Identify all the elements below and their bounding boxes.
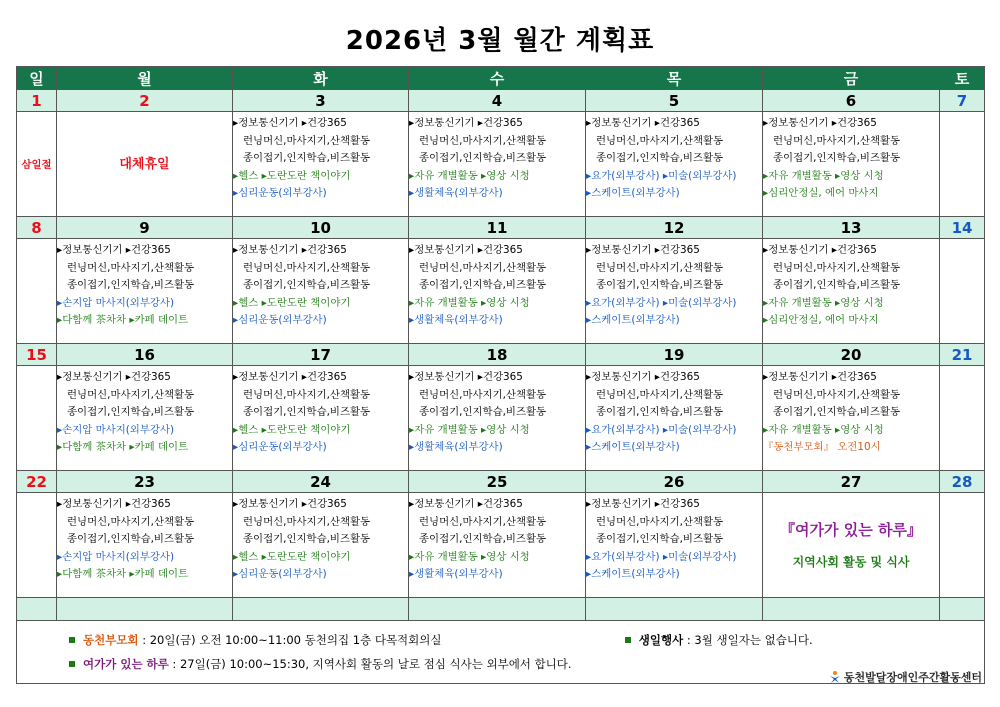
note-text: : 27일(금) 10:00~15:30, 지역사회 활동의 날로 점심 식사는 외부에서 합니다. bbox=[168, 657, 572, 671]
content-row-week3 bbox=[17, 366, 985, 471]
empty-cell bbox=[409, 598, 586, 621]
empty-cell bbox=[586, 598, 763, 621]
schedule-line: 런닝머신,마사지기,산책활동 bbox=[419, 515, 547, 528]
schedule-line: ▸스케이트(외부강사) bbox=[586, 441, 680, 454]
schedule-line: 종이접기,인지학습,비즈활동 bbox=[243, 279, 371, 292]
schedule-line: ▸정보통신기기 ▸건강365 bbox=[409, 498, 523, 510]
schedule-line: 종이접기,인지학습,비즈활동 bbox=[596, 533, 724, 546]
schedule-cell bbox=[233, 366, 409, 471]
note-line bbox=[69, 628, 984, 652]
schedule-cell bbox=[409, 239, 586, 344]
schedule-cell bbox=[57, 493, 233, 598]
weekday-mon: 월 bbox=[57, 67, 233, 90]
schedule-line: 런닝머신,마사지기,산책활동 bbox=[596, 261, 724, 274]
note-text: : 3월 생일자는 없습니다. bbox=[683, 633, 813, 647]
schedule-line: ▸심리안정실, 에어 마사지 bbox=[763, 187, 879, 200]
schedule-line: ▸정보통신기기 ▸건강365 bbox=[233, 244, 347, 256]
date-cell: 3 bbox=[233, 90, 409, 112]
schedule-line: ▸심리운동(외부강사) bbox=[233, 314, 327, 327]
schedule-line: 종이접기,인지학습,비즈활동 bbox=[67, 406, 195, 419]
schedule-line: 종이접기,인지학습,비즈활동 bbox=[243, 533, 371, 546]
schedule-line: ▸다함께 茶차차 ▸카페 데이트 bbox=[57, 568, 189, 581]
schedule-line: 런닝머신,마사지기,산책활동 bbox=[243, 134, 371, 147]
date-cell: 18 bbox=[409, 344, 586, 366]
date-cell: 20 bbox=[763, 344, 940, 366]
schedule-line: 종이접기,인지학습,비즈활동 bbox=[419, 279, 547, 292]
schedule-line: 종이접기,인지학습,비즈활동 bbox=[596, 406, 724, 419]
date-cell: 13 bbox=[763, 217, 940, 239]
empty-row bbox=[17, 598, 985, 621]
schedule-line: 런닝머신,마사지기,산책활동 bbox=[596, 134, 724, 147]
schedule-line: ▸스케이트(외부강사) bbox=[586, 568, 680, 581]
schedule-line: ▸정보통신기기 ▸건강365 bbox=[763, 371, 877, 383]
schedule-line: ▸정보통신기기 ▸건강365 bbox=[57, 498, 171, 510]
schedule-cell bbox=[57, 239, 233, 344]
note-label: 여가가 있는 하루 bbox=[83, 657, 169, 671]
date-cell: 23 bbox=[57, 471, 233, 493]
holiday-label: 대체휴일 bbox=[119, 157, 170, 173]
schedule-line: ▸요가(외부강사) ▸미술(외부강사) bbox=[586, 169, 737, 182]
schedule-line: ▸자유 개별활동 ▸영상 시청 bbox=[409, 423, 530, 436]
special-event-title: 『여가가 있는 하루』 bbox=[780, 520, 922, 539]
schedule-line: ▸정보통신기기 ▸건강365 bbox=[409, 371, 523, 383]
note-text: : 20일(금) 오전 10:00~11:00 동천의집 1층 다목적회의실 bbox=[138, 633, 442, 647]
note-label: 생일행사 bbox=[638, 633, 684, 647]
schedule-cell bbox=[763, 239, 940, 344]
weekday-thu: 목 bbox=[586, 67, 763, 90]
weekday-fri: 금 bbox=[763, 67, 940, 90]
date-cell: 17 bbox=[233, 344, 409, 366]
schedule-line: ▸손지압 마사지(외부강사) bbox=[57, 296, 174, 309]
schedule-line: ▸심리운동(외부강사) bbox=[233, 187, 327, 200]
schedule-line: ▸정보통신기기 ▸건강365 bbox=[233, 117, 347, 129]
schedule-line: 『동천부모회』 오전10시 bbox=[763, 441, 881, 454]
schedule-line: 종이접기,인지학습,비즈활동 bbox=[243, 406, 371, 419]
date-cell: 27 bbox=[763, 471, 940, 493]
date-cell: 5 bbox=[586, 90, 763, 112]
schedule-line: ▸생활체육(외부강사) bbox=[409, 441, 503, 454]
org-name: 동천발달장애인주간활동센터 bbox=[843, 671, 982, 684]
schedule-line: 종이접기,인지학습,비즈활동 bbox=[419, 533, 547, 546]
schedule-line: ▸생활체육(외부강사) bbox=[409, 187, 503, 200]
schedule-cell bbox=[586, 112, 763, 217]
saturday-cell bbox=[940, 366, 985, 471]
schedule-line: ▸자유 개별활동 ▸영상 시청 bbox=[763, 423, 884, 436]
date-cell: 10 bbox=[233, 217, 409, 239]
schedule-line: ▸정보통신기기 ▸건강365 bbox=[586, 244, 700, 256]
saturday-cell bbox=[940, 239, 985, 344]
schedule-line: ▸생활체육(외부강사) bbox=[409, 314, 503, 327]
bullet-square-icon bbox=[69, 661, 75, 667]
schedule-line: ▸요가(외부강사) ▸미술(외부강사) bbox=[586, 296, 737, 309]
schedule-line: ▸자유 개별활동 ▸영상 시청 bbox=[409, 296, 530, 309]
schedule-line: 런닝머신,마사지기,산책활동 bbox=[773, 261, 901, 274]
schedule-line: ▸정보통신기기 ▸건강365 bbox=[57, 244, 171, 256]
schedule-line: ▸심리안정실, 에어 마사지 bbox=[763, 314, 879, 327]
date-cell: 11 bbox=[409, 217, 586, 239]
date-cell: 15 bbox=[17, 344, 57, 366]
schedule-line: ▸정보통신기기 ▸건강365 bbox=[586, 498, 700, 510]
date-row-week3 bbox=[17, 344, 985, 366]
sunday-cell bbox=[17, 493, 57, 598]
sunday-cell bbox=[17, 366, 57, 471]
date-cell: 22 bbox=[17, 471, 57, 493]
schedule-line: 종이접기,인지학습,비즈활동 bbox=[773, 279, 901, 292]
date-cell: 7 bbox=[940, 90, 985, 112]
empty-cell bbox=[940, 598, 985, 621]
schedule-line: ▸스케이트(외부강사) bbox=[586, 187, 680, 200]
saturday-cell bbox=[940, 112, 985, 217]
date-cell: 6 bbox=[763, 90, 940, 112]
schedule-line: ▸정보통신기기 ▸건강365 bbox=[233, 371, 347, 383]
schedule-line: ▸정보통신기기 ▸건강365 bbox=[409, 117, 523, 129]
weekday-sat: 토 bbox=[940, 67, 985, 90]
schedule-line: 종이접기,인지학습,비즈활동 bbox=[419, 406, 547, 419]
special-event-cell bbox=[763, 493, 940, 598]
schedule-line: ▸헬스 ▸도란도란 책이야기 bbox=[233, 169, 351, 182]
schedule-line: 런닝머신,마사지기,산책활동 bbox=[67, 261, 195, 274]
schedule-line: 런닝머신,마사지기,산책활동 bbox=[243, 388, 371, 401]
schedule-cell bbox=[409, 112, 586, 217]
schedule-line: 런닝머신,마사지기,산책활동 bbox=[419, 261, 547, 274]
schedule-line: 종이접기,인지학습,비즈활동 bbox=[773, 152, 901, 165]
schedule-line: 종이접기,인지학습,비즈활동 bbox=[773, 406, 901, 419]
schedule-line: ▸다함께 茶차차 ▸카페 데이트 bbox=[57, 441, 189, 454]
special-event-subtitle: 지역사회 활동 및 식사 bbox=[792, 554, 910, 569]
date-cell: 28 bbox=[940, 471, 985, 493]
schedule-line: ▸헬스 ▸도란도란 책이야기 bbox=[233, 296, 351, 309]
schedule-line: 종이접기,인지학습,비즈활동 bbox=[596, 152, 724, 165]
calendar-table bbox=[16, 66, 985, 684]
empty-cell bbox=[17, 598, 57, 621]
holiday-label: 삼일절 bbox=[21, 158, 52, 171]
schedule-cell bbox=[233, 239, 409, 344]
date-cell: 25 bbox=[409, 471, 586, 493]
schedule-line: 런닝머신,마사지기,산책활동 bbox=[596, 515, 724, 528]
date-cell: 21 bbox=[940, 344, 985, 366]
bullet-square-icon bbox=[625, 637, 631, 643]
weekday-wed: 수 bbox=[409, 67, 586, 90]
schedule-line: ▸요가(외부강사) ▸미술(외부강사) bbox=[586, 423, 737, 436]
schedule-line: 런닝머신,마사지기,산책활동 bbox=[243, 515, 371, 528]
schedule-line: ▸생활체육(외부강사) bbox=[409, 568, 503, 581]
monday-cell bbox=[57, 112, 233, 217]
weekday-tue: 화 bbox=[233, 67, 409, 90]
schedule-line: ▸심리운동(외부강사) bbox=[233, 568, 327, 581]
schedule-line: 런닝머신,마사지기,산책활동 bbox=[773, 134, 901, 147]
schedule-line: 종이접기,인지학습,비즈활동 bbox=[243, 152, 371, 165]
schedule-line: 종이접기,인지학습,비즈활동 bbox=[419, 152, 547, 165]
bullet-square-icon bbox=[69, 637, 75, 643]
content-row-week1 bbox=[17, 112, 985, 217]
date-row-week2 bbox=[17, 217, 985, 239]
date-cell: 4 bbox=[409, 90, 586, 112]
date-cell: 2 bbox=[57, 90, 233, 112]
schedule-line: ▸심리운동(외부강사) bbox=[233, 441, 327, 454]
schedule-line: ▸요가(외부강사) ▸미술(외부강사) bbox=[586, 550, 737, 563]
schedule-line: ▸자유 개별활동 ▸영상 시청 bbox=[763, 296, 884, 309]
date-cell: 16 bbox=[57, 344, 233, 366]
date-cell: 26 bbox=[586, 471, 763, 493]
weekday-sun: 일 bbox=[17, 67, 57, 90]
schedule-line: ▸정보통신기기 ▸건강365 bbox=[586, 371, 700, 383]
schedule-line: 런닝머신,마사지기,산책활동 bbox=[67, 515, 195, 528]
schedule-cell bbox=[57, 366, 233, 471]
weekday-header-row bbox=[17, 67, 985, 90]
schedule-cell bbox=[233, 112, 409, 217]
date-cell: 8 bbox=[17, 217, 57, 239]
schedule-cell bbox=[586, 493, 763, 598]
schedule-cell bbox=[409, 366, 586, 471]
schedule-line: ▸정보통신기기 ▸건강365 bbox=[233, 498, 347, 510]
schedule-line: 런닝머신,마사지기,산책활동 bbox=[596, 388, 724, 401]
sunday-cell bbox=[17, 112, 57, 217]
schedule-cell bbox=[409, 493, 586, 598]
schedule-line: 종이접기,인지학습,비즈활동 bbox=[67, 279, 195, 292]
schedule-line: ▸손지압 마사지(외부강사) bbox=[57, 423, 174, 436]
schedule-line: ▸정보통신기기 ▸건강365 bbox=[763, 117, 877, 129]
schedule-line: ▸헬스 ▸도란도란 책이야기 bbox=[233, 423, 351, 436]
schedule-line: 종이접기,인지학습,비즈활동 bbox=[67, 533, 195, 546]
sunday-cell bbox=[17, 239, 57, 344]
date-cell: 9 bbox=[57, 217, 233, 239]
date-cell: 1 bbox=[17, 90, 57, 112]
date-cell: 24 bbox=[233, 471, 409, 493]
empty-cell bbox=[57, 598, 233, 621]
schedule-line: ▸스케이트(외부강사) bbox=[586, 314, 680, 327]
content-row-week4 bbox=[17, 493, 985, 598]
schedule-cell bbox=[763, 112, 940, 217]
schedule-cell bbox=[586, 366, 763, 471]
schedule-line: ▸자유 개별활동 ▸영상 시청 bbox=[763, 169, 884, 182]
schedule-cell bbox=[763, 366, 940, 471]
date-cell: 14 bbox=[940, 217, 985, 239]
schedule-cell bbox=[233, 493, 409, 598]
schedule-line: ▸헬스 ▸도란도란 책이야기 bbox=[233, 550, 351, 563]
schedule-cell bbox=[586, 239, 763, 344]
date-row-week1 bbox=[17, 90, 985, 112]
org-footer bbox=[828, 669, 982, 687]
saturday-cell bbox=[940, 493, 985, 598]
schedule-line: ▸자유 개별활동 ▸영상 시청 bbox=[409, 169, 530, 182]
schedule-line: 런닝머신,마사지기,산책활동 bbox=[419, 134, 547, 147]
schedule-line: 런닝머신,마사지기,산책활동 bbox=[419, 388, 547, 401]
note-label: 동천부모회 bbox=[83, 633, 139, 647]
empty-cell bbox=[763, 598, 940, 621]
schedule-line: ▸자유 개별활동 ▸영상 시청 bbox=[409, 550, 530, 563]
schedule-line: 런닝머신,마사지기,산책활동 bbox=[67, 388, 195, 401]
empty-cell bbox=[233, 598, 409, 621]
schedule-line: ▸다함께 茶차차 ▸카페 데이트 bbox=[57, 314, 189, 327]
center-logo-icon bbox=[828, 670, 842, 687]
page-title: 2026년 3월 월간 계획표 bbox=[345, 26, 655, 56]
schedule-line: 런닝머신,마사지기,산책활동 bbox=[243, 261, 371, 274]
schedule-line: ▸정보통신기기 ▸건강365 bbox=[586, 117, 700, 129]
schedule-line: ▸정보통신기기 ▸건강365 bbox=[57, 371, 171, 383]
schedule-line: 종이접기,인지학습,비즈활동 bbox=[596, 279, 724, 292]
schedule-line: 런닝머신,마사지기,산책활동 bbox=[773, 388, 901, 401]
date-row-week4 bbox=[17, 471, 985, 493]
date-cell: 19 bbox=[586, 344, 763, 366]
schedule-line: ▸정보통신기기 ▸건강365 bbox=[763, 244, 877, 256]
schedule-line: ▸손지압 마사지(외부강사) bbox=[57, 550, 174, 563]
content-row-week2 bbox=[17, 239, 985, 344]
date-cell: 12 bbox=[586, 217, 763, 239]
schedule-line: ▸정보통신기기 ▸건강365 bbox=[409, 244, 523, 256]
